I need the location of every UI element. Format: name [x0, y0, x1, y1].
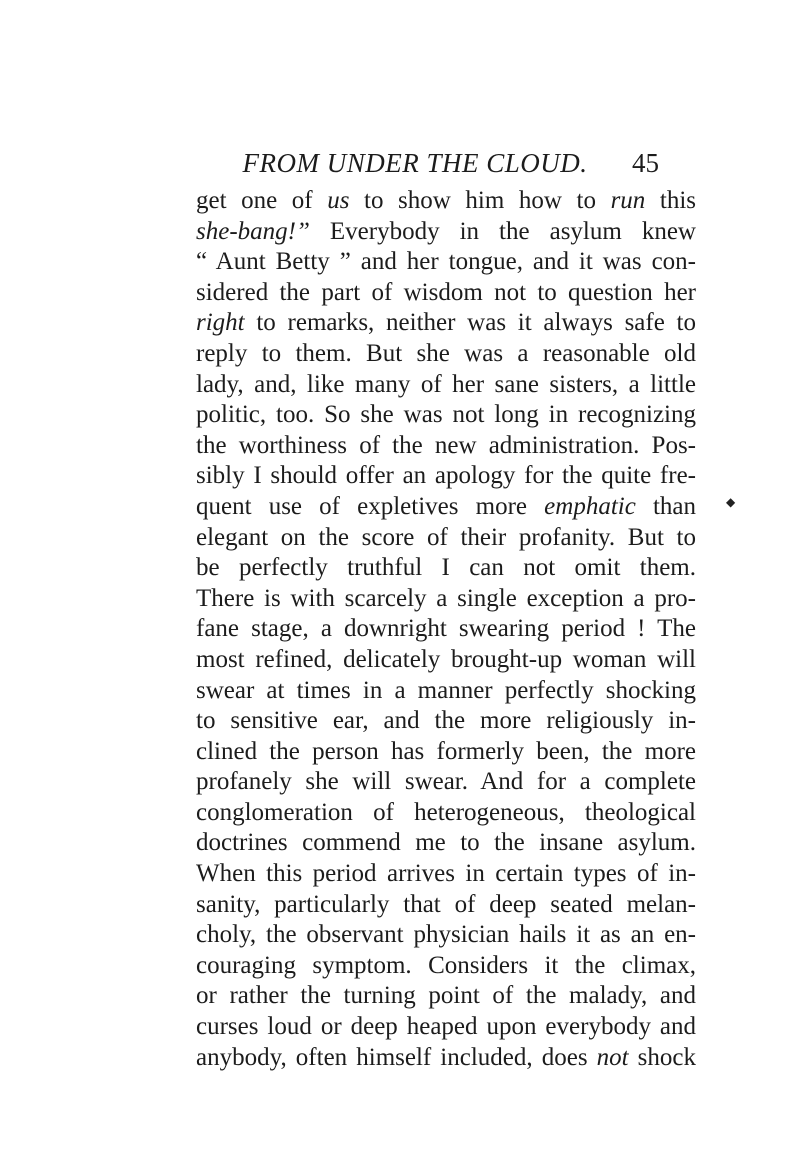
text-run: curses loud or deep heaped upon everybody and — [196, 1013, 696, 1041]
text-line — [196, 981, 696, 1012]
text-run: be perfectly truthful I can not omit them. — [196, 554, 696, 582]
text-line — [196, 186, 696, 217]
text-run: anybody, often himself included, does — [196, 1043, 597, 1071]
text-run: profanely she will swear. And for a complete — [196, 768, 696, 796]
text-line — [196, 706, 696, 737]
italic-text: us — [327, 187, 350, 214]
text-line — [196, 828, 696, 859]
text-run: or rather the turning point of the malady, and — [196, 982, 696, 1010]
text-line — [196, 767, 696, 798]
text-line — [196, 523, 696, 554]
text-line — [196, 370, 696, 401]
text-line — [196, 614, 696, 645]
italic-text: she-bang!” — [196, 217, 310, 245]
text-run: the worthiness of the new administration. Pos- — [196, 431, 696, 459]
text-line — [196, 920, 696, 951]
text-line — [196, 278, 696, 309]
text-line — [196, 1043, 696, 1074]
text-run: There is with scarcely a single exception a pro- — [196, 584, 696, 612]
text-run: conglomeration of heterogeneous, theological — [196, 798, 696, 826]
text-line — [196, 645, 696, 676]
text-line — [196, 737, 696, 768]
text-run: sanity, particularly that of deep seated melan- — [196, 890, 696, 918]
text-run: to show him how to — [349, 187, 611, 214]
text-run: this — [645, 187, 696, 214]
italic-text: not — [596, 1043, 629, 1071]
text-run: quent use of expletives more — [196, 492, 545, 520]
text-line — [196, 339, 696, 370]
italic-text: right — [196, 309, 245, 337]
text-run: fane stage, a downright swearing period ! The — [196, 615, 696, 643]
text-run: elegant on the score of their profanity. But to — [196, 523, 696, 551]
text-run: sibly I should offer an apology for the quite fre- — [196, 462, 696, 490]
text-line — [196, 400, 696, 431]
text-run: “ Aunt Betty ” and her tongue, and it was con- — [196, 248, 696, 276]
text-line — [196, 553, 696, 584]
text-line — [196, 308, 696, 339]
text-line — [196, 492, 696, 523]
text-run: most refined, delicately brought-up woman will — [196, 645, 696, 673]
text-run: When this period arrives in certain types of in- — [196, 860, 696, 888]
text-run: swear at times in a manner perfectly shocking — [196, 676, 696, 704]
running-head: FROM UNDER THE CLOUD. — [242, 148, 588, 178]
text-run: get one of — [196, 187, 328, 214]
text-line — [196, 859, 696, 890]
text-line — [196, 431, 696, 462]
margin-mark-icon: ◆ — [726, 495, 736, 509]
page-number: 45 — [632, 148, 659, 178]
text-run: politic, too. So she was not long in recognizing — [196, 401, 696, 429]
italic-text: emphatic — [544, 492, 636, 520]
body-text — [196, 186, 696, 1073]
text-run: choly, the observant physician hails it as an en- — [196, 921, 696, 949]
text-line — [196, 461, 696, 492]
text-run: doctrines commend me to the insane asylum. — [196, 829, 696, 857]
text-line — [196, 217, 696, 248]
text-line — [196, 584, 696, 615]
text-run: sidered the part of wisdom not to question her — [196, 278, 696, 306]
text-run: clined the person has formerly been, the more — [196, 737, 696, 765]
text-run: Everybody in the asylum knew — [309, 217, 696, 245]
text-run: shock — [628, 1043, 696, 1071]
text-run: reply to them. But she was a reasonable old — [196, 339, 696, 367]
text-line — [196, 798, 696, 829]
italic-text: run — [610, 187, 646, 214]
text-line — [196, 1012, 696, 1043]
text-run: to sensitive ear, and the more religiously in- — [196, 707, 696, 735]
text-run: than — [635, 492, 696, 520]
text-line — [196, 951, 696, 982]
text-line — [196, 247, 696, 278]
text-line — [196, 676, 696, 707]
text-line — [196, 890, 696, 921]
text-run: to remarks, neither was it always safe to — [244, 309, 696, 337]
text-run: lady, and, like many of her sane sisters, a little — [196, 370, 696, 398]
text-run: couraging symptom. Considers it the climax, — [196, 951, 696, 979]
